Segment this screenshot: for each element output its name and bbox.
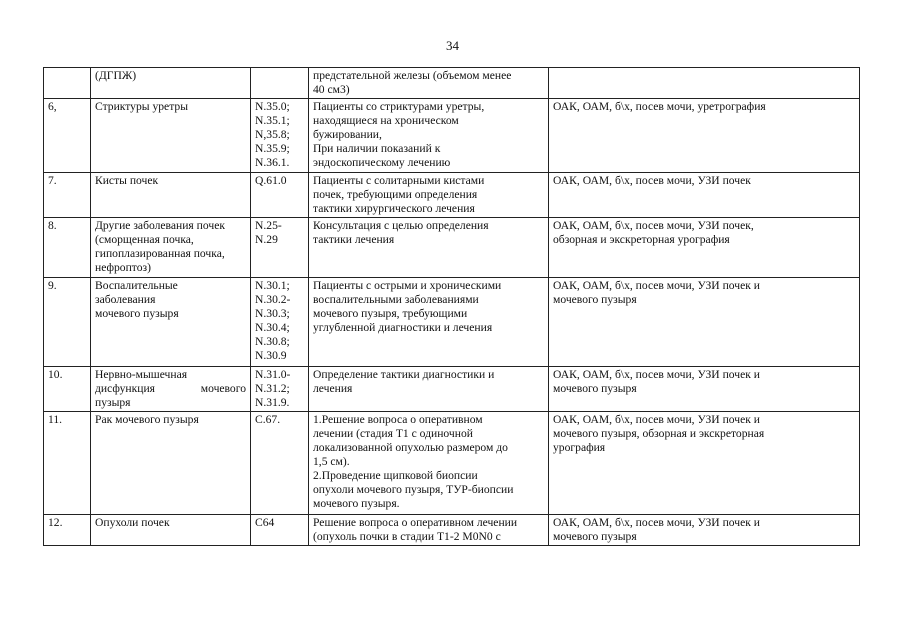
required-examinations: ОАК, ОАМ, б\х, посев мочи, УЗИ почек и мочевого пузыря <box>549 367 860 412</box>
indication-description: Пациенты с солитарными кистами почек, требующими определения тактики хирургического лечения <box>309 173 549 218</box>
required-examinations: ОАК, ОАМ, б\х, посев мочи, УЗИ почек, обзорная и экскреторная урография <box>549 218 860 278</box>
row-number: 12. <box>44 515 91 546</box>
disease-name: Рак мочевого пузыря <box>91 412 251 515</box>
icd-codes: N.35.0; N.35.1; N,35.8; N.35.9; N.36.1. <box>251 99 309 173</box>
row-number: 7. <box>44 173 91 218</box>
disease-name: Кисты почек <box>91 173 251 218</box>
icd-codes: С.67. <box>251 412 309 515</box>
disease-name: Другие заболевания почек (сморщенная почка, гипоплазированная почка, нефроптоз) <box>91 218 251 278</box>
table-row <box>44 278 860 367</box>
row-number: 6, <box>44 99 91 173</box>
disease-name: Нервно-мышечная дисфункция мочевого пузыря <box>91 367 251 412</box>
indication-description: Консультация с целью определения тактики лечения <box>309 218 549 278</box>
diagnosis-table <box>43 67 860 546</box>
table-row <box>44 173 860 218</box>
required-examinations: ОАК, ОАМ, б\х, посев мочи, УЗИ почек и мочевого пузыря <box>549 278 860 367</box>
table-row <box>44 68 860 99</box>
indication-description: Определение тактики диагностики и лечения <box>309 367 549 412</box>
indication-description: Пациенты с острыми и хроническими воспалительными заболеваниями мочевого пузыря, требующими углубленной диагностики и лечения <box>309 278 549 367</box>
indication-description: Пациенты со стриктурами уретры, находящиеся на хроническом бужировании, При наличии показаний к эндоскопическому лечению <box>309 99 549 173</box>
indication-description: Решение вопроса о оперативном лечении (опухоль почки в стадии Т1-2 М0N0 с <box>309 515 549 546</box>
page-number: 34 <box>446 38 459 53</box>
row-number: 9. <box>44 278 91 367</box>
icd-codes: С64 <box>251 515 309 546</box>
required-examinations: ОАК, ОАМ, б\х, посев мочи, УЗИ почек <box>549 173 860 218</box>
row-number: 10. <box>44 367 91 412</box>
required-examinations: ОАК, ОАМ, б\х, посев мочи, УЗИ почек и мочевого пузыря <box>549 515 860 546</box>
required-examinations: ОАК, ОАМ, б\х, посев мочи, уретрография <box>549 99 860 173</box>
row-number: 11. <box>44 412 91 515</box>
icd-codes: N.30.1; N.30.2- N.30.3; N.30.4; N.30.8; N.30.9 <box>251 278 309 367</box>
indication-description: предстательной железы (объемом менее 40 см3) <box>309 68 549 99</box>
disease-name: Опухоли почек <box>91 515 251 546</box>
disease-name: (ДГПЖ) <box>91 68 251 99</box>
table-row <box>44 99 860 173</box>
disease-name: Воспалительные заболевания мочевого пузыря <box>91 278 251 367</box>
required-examinations <box>549 68 860 99</box>
row-number <box>44 68 91 99</box>
icd-codes: N.25- N.29 <box>251 218 309 278</box>
icd-codes: N.31.0- N.31.2; N.31.9. <box>251 367 309 412</box>
icd-codes: Q.61.0 <box>251 173 309 218</box>
icd-codes <box>251 68 309 99</box>
row-number: 8. <box>44 218 91 278</box>
table-row <box>44 412 860 515</box>
table-row <box>44 367 860 412</box>
table-row <box>44 515 860 546</box>
disease-name: Стриктуры уретры <box>91 99 251 173</box>
required-examinations: ОАК, ОАМ, б\х, посев мочи, УЗИ почек и мочевого пузыря, обзорная и экскреторная урография <box>549 412 860 515</box>
indication-description: 1.Решение вопроса о оперативном лечении (стадия Т1 с одиночной локализованной опухолью размером до 1,5 см). 2.Проведение щипковой биопсии опухоли мочевого пузыря, ТУР-биопсии мочевого пузыря. <box>309 412 549 515</box>
table-row <box>44 218 860 278</box>
